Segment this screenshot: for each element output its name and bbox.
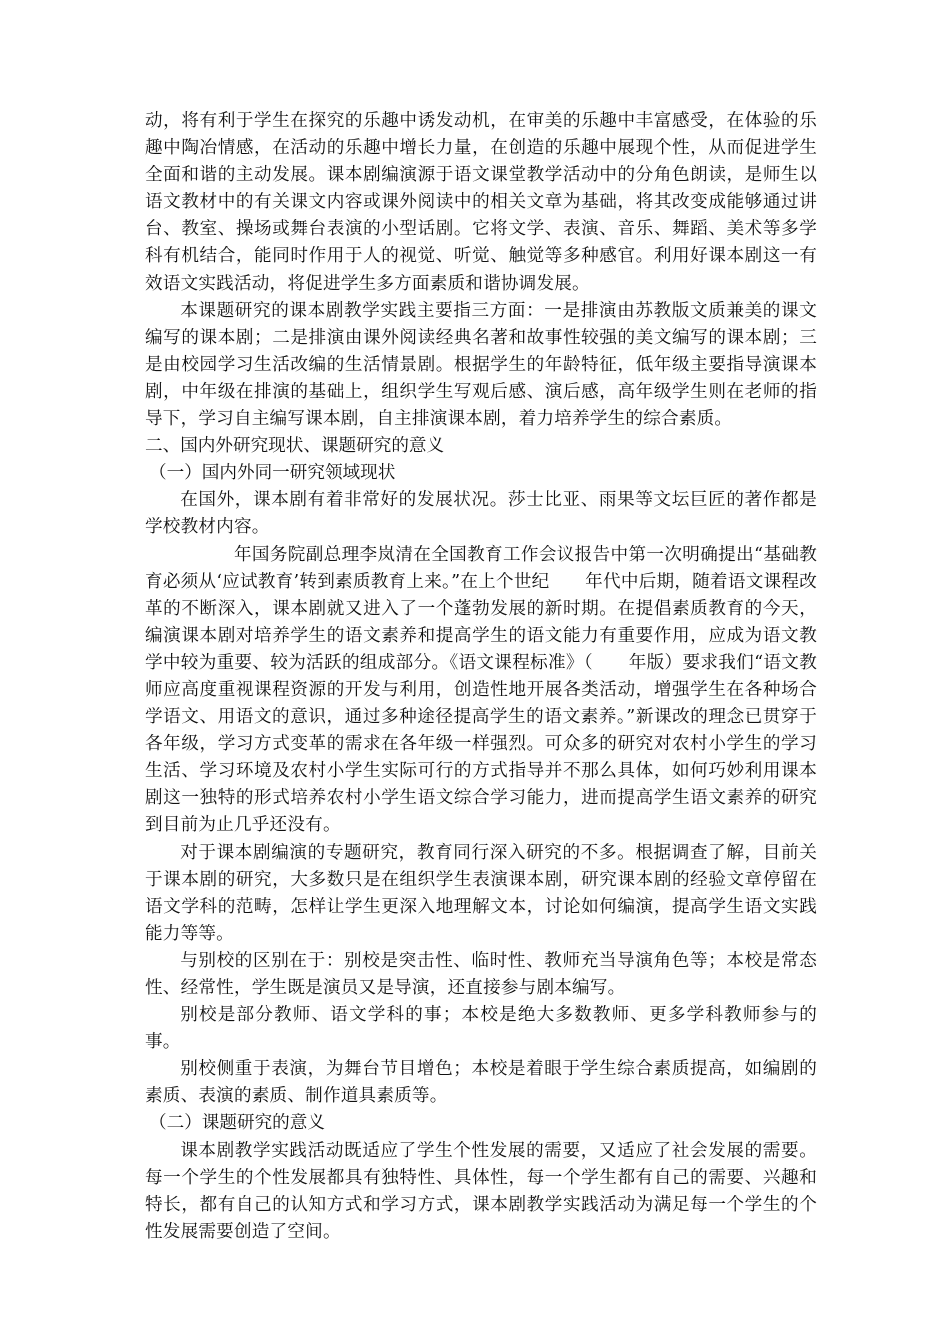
paragraph-domestic: 年国务院副总理李岚清在全国教育工作会议报告中第一次明确提出“基础教育必须从‘应试教育’转到素质教育上来。”在上个世纪 年代中后期，随着语文课程改革的不断深入，课本剧就又进入了一个蓬勃发展的新时期。在提倡素质教育的今天，编演课本剧对培养学生的语文素养和提高学生的语文能力有重要作用，应成为语文教学中较为重要、较为活跃的组成部分。《语文课程标准》（ 年版）要求我们“语文教师应高度重视课程资源的开发与利用，创造性地开展各类活动，增强学生在各种场合学语文、用语文的意识，通过多种途径提高学生的语文素养。”新课改的理念已贯穿于各年级，学习方式变革的需求在各年级一样强烈。可众多的研究对农村小学生的学习生活、学习环境及农村小学生实际可行的方式指导并不那么具体，如何巧妙利用课本剧这一独特的形式培养农村小学生语文综合学习能力，进而提高学生语文素养的研究到目前为止几乎还没有。	[145, 544, 817, 836]
paragraph-difference-3: 别校侧重于表演，为舞台节目增色；本校是着眼于学生综合素质提高，如编剧的素质、表演的素质、制作道具素质等。	[145, 1059, 817, 1107]
paragraph-abroad: 在国外，课本剧有着非常好的发展状况。莎士比亚、雨果等文坛巨匠的著作都是学校教材内容。	[145, 490, 817, 538]
subsection-heading-1: （一）国内外同一研究领域现状	[149, 463, 396, 484]
document-page	[145, 108, 817, 1246]
subsection-heading-2: （二）课题研究的意义	[149, 1113, 325, 1134]
paragraph-continued: 动，将有利于学生在探究的乐趣中诱发动机，在审美的乐趣中丰富感受，在体验的乐趣中陶冶情感，在活动的乐趣中增长力量，在创造的乐趣中展现个性，从而促进学生全面和谐的主动发展。课本剧编演源于语文课堂教学活动中的分角色朗读，是师生以语文教材中的有关课文内容或课外阅读中的相关文章为基础，将其改变成能够通过讲台、教室、操场或舞台表演的小型话剧。它将文学、表演、音乐、舞蹈、美术等多学科有机结合，能同时作用于人的视觉、听觉、触觉等多种感官。利用好课本剧这一有效语文实践活动，将促进学生多方面素质和谐协调发展。	[145, 111, 817, 294]
section-heading-2: 二、国内外研究现状、课题研究的意义	[145, 436, 445, 457]
paragraph-significance: 课本剧教学实践活动既适应了学生个性发展的需要，又适应了社会发展的需要。每一个学生的个性发展都具有独特性、具体性，每一个学生都有自己的需要、兴趣和特长，都有自己的认知方式和学习方式，课本剧教学实践活动为满足每一个学生的个性发展需要创造了空间。	[145, 1140, 817, 1242]
paragraph-research-scope: 本课题研究的课本剧教学实践主要指三方面：一是排演由苏教版文质兼美的课文编写的课本剧；二是排演由课外阅读经典名著和故事性较强的美文编写的课本剧；三是由校园学习生活改编的生活情景剧。根据学生的年龄特征，低年级主要指导演课本剧，中年级在排演的基础上，组织学生写观后感、演后感，高年级学生则在老师的指导下，学习自主编写课本剧，自主排演课本剧，着力培养学生的综合素质。	[145, 300, 817, 430]
paragraph-peer-research: 对于课本剧编演的专题研究，教育同行深入研究的不多。根据调查了解，目前关于课本剧的研究，大多数只是在组织学生表演课本剧，研究课本剧的经验文章停留在语文学科的范畴，怎样让学生更深入地理解文本，讨论如何编演，提高学生语文实践能力等等。	[145, 842, 817, 944]
paragraph-difference-1: 与别校的区别在于：别校是突击性、临时性、教师充当导演角色等；本校是常态性、经常性，学生既是演员又是导演，还直接参与剧本编写。	[145, 950, 817, 998]
paragraph-difference-2: 别校是部分教师、语文学科的事；本校是绝大多数教师、更多学科教师参与的事。	[145, 1005, 817, 1053]
